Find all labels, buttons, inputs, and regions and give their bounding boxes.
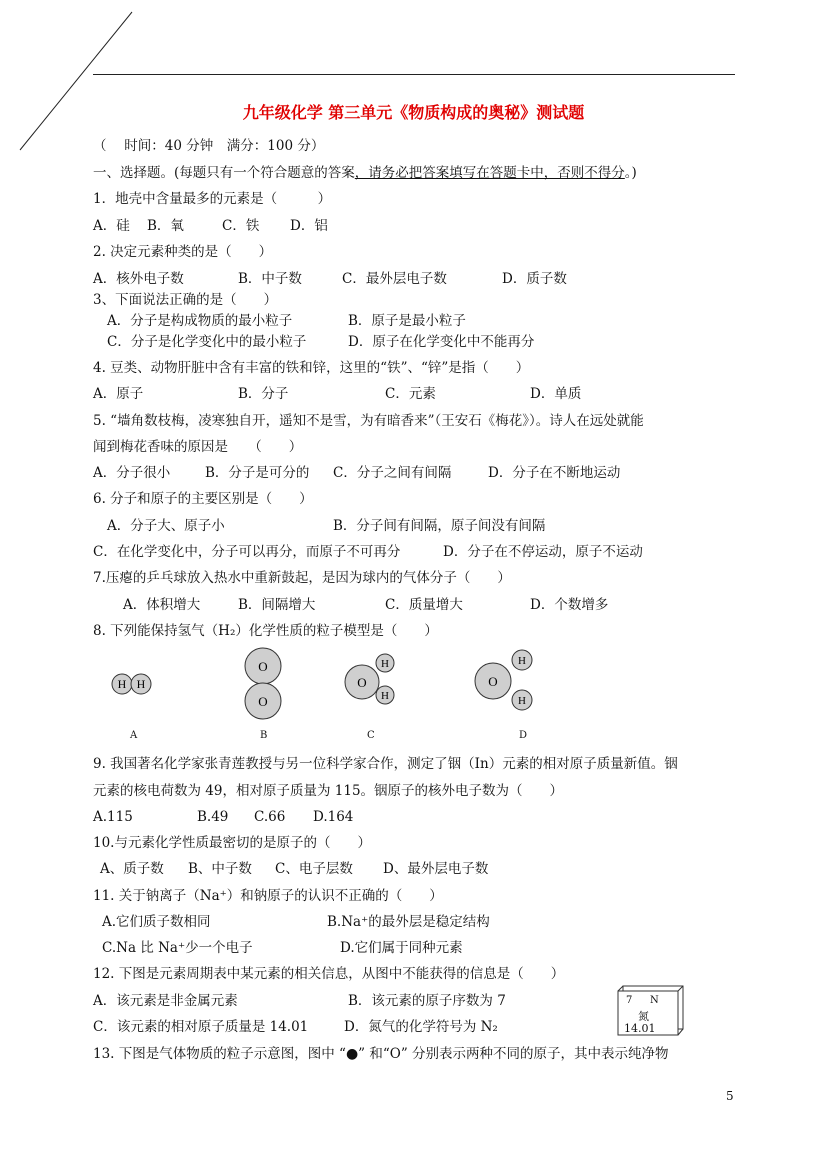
q11-option-a: A.它们质子数相同 xyxy=(102,914,211,930)
model-d-water-separated xyxy=(472,647,542,717)
q13-stem-prefix: 13. 下图是气体物质的粒子示意图，图中 “ xyxy=(93,1046,346,1062)
model-c-h2o xyxy=(343,652,403,712)
time-score: （ 时间：40 分钟 满分：100 分） xyxy=(93,138,325,154)
q5-option-a: A．分子很小 xyxy=(93,465,171,481)
section-heading-prefix: 一、选择题。(每题只有一个符合题意的答案 xyxy=(93,165,355,181)
q2-option-c: C．最外层电子数 xyxy=(342,271,447,287)
question-4-stem: 4. 豆类、动物肝脏中含有丰富的铁和锌，这里的“铁”、“锌”是指（ ） xyxy=(93,360,530,376)
question-5-stem-cont: 闻到梅花香味的原因是 （ ） xyxy=(93,439,303,455)
svg-text:H: H xyxy=(117,677,127,691)
q3-option-a: A．分子是构成物质的最小粒子 xyxy=(107,313,293,329)
page-number: 5 xyxy=(726,1089,734,1103)
section-heading-underlined: ，请务必把答案填写在答题卡中，否则不得分 xyxy=(354,165,625,181)
q12-option-c: C．该元素的相对原子质量是 14.01 xyxy=(93,1019,309,1035)
q12-option-d: D．氮气的化学符号为 N₂ xyxy=(344,1019,498,1035)
model-b-o2 xyxy=(238,645,288,725)
element-name: 氮 xyxy=(638,1010,649,1023)
q3-option-b: B．原子是最小粒子 xyxy=(348,313,466,329)
q9-option-b: B.49 xyxy=(197,809,229,825)
element-symbol: N xyxy=(650,995,659,1006)
q5-option-c: C．分子之间有间隔 xyxy=(333,465,452,481)
model-label-d: D xyxy=(519,730,528,741)
question-3-stem: 3、下面说法正确的是（ ） xyxy=(93,292,278,308)
question-2-stem: 2. 决定元素种类的是（ ） xyxy=(93,244,273,260)
q1-option-d: D．铝 xyxy=(290,218,328,234)
svg-text:H: H xyxy=(381,658,389,670)
q6-option-b: B．分子间有间隔，原子间没有间隔 xyxy=(333,518,546,534)
question-5-stem: 5. “墙角数枝梅，凌寒独自开，遥知不是雪，为有暗香来”（王安石《梅花》）。诗人在远处就能 xyxy=(93,413,644,429)
q2-option-d: D．质子数 xyxy=(502,271,567,287)
question-10-stem: 10.与元素化学性质最密切的是原子的（ ） xyxy=(93,835,371,851)
q6-option-d: D．分子在不停运动，原子不运动 xyxy=(443,544,643,560)
q1-option-b: B．氧 xyxy=(147,218,184,234)
q5-option-d: D．分子在不断地运动 xyxy=(488,465,621,481)
model-label-a: A xyxy=(130,730,138,741)
q2-option-b: B．中子数 xyxy=(238,271,302,287)
page-title: 九年级化学 第三单元《物质构成的奥秘》测试题 xyxy=(242,103,585,122)
svg-text:O: O xyxy=(488,674,498,689)
filled-circle-icon: ● xyxy=(345,1046,359,1062)
model-label-c: C xyxy=(367,730,375,741)
question-9-stem-cont: 元素的核电荷数为 49，相对原子质量为 115。铟原子的核外电子数为（ ） xyxy=(93,783,564,799)
q9-option-c: C.66 xyxy=(254,809,286,825)
q6-option-a: A．分子大、原子小 xyxy=(107,518,225,534)
model-label-b: B xyxy=(260,730,268,741)
q11-option-c: C.Na 比 Na⁺少一个电子 xyxy=(102,940,253,956)
q3-option-c: C．分子是化学变化中的最小粒子 xyxy=(107,334,307,350)
svg-text:O: O xyxy=(258,694,268,709)
q2-option-a: A．核外电子数 xyxy=(93,271,184,287)
question-11-stem: 11. 关于钠离子（Na⁺）和钠原子的认识不正确的（ ） xyxy=(93,888,443,904)
q7-option-d: D．个数增多 xyxy=(530,597,609,613)
q10-option-c: C、电子层数 xyxy=(275,861,353,877)
q11-option-b: B.Na⁺的最外层是稳定结构 xyxy=(327,914,490,930)
section-heading-suffix: 。) xyxy=(624,165,637,181)
q11-option-d: D.它们属于同种元素 xyxy=(340,940,463,956)
question-12-stem: 12. 下图是元素周期表中某元素的相关信息，从图中不能获得的信息是（ ） xyxy=(93,966,565,982)
q4-option-c: C．元素 xyxy=(385,386,436,402)
svg-text:O: O xyxy=(357,675,367,690)
q9-option-a: A.115 xyxy=(93,809,133,825)
element-mass: 14.01 xyxy=(624,1022,656,1035)
q1-option-a: A．硅 xyxy=(93,218,130,234)
header-rule xyxy=(93,74,735,75)
q4-option-d: D．单质 xyxy=(530,386,582,402)
question-6-stem: 6. 分子和原子的主要区别是（ ） xyxy=(93,491,313,507)
q1-option-c: C．铁 xyxy=(222,218,260,234)
question-1-stem: 1．地壳中含量最多的元素是（ ） xyxy=(93,191,332,207)
q10-option-d: D、最外层电子数 xyxy=(383,861,489,877)
q10-option-b: B、中子数 xyxy=(188,861,252,877)
svg-text:H: H xyxy=(518,655,526,667)
question-13-stem xyxy=(93,1046,669,1063)
svg-text:H: H xyxy=(136,677,146,691)
model-a-h2 xyxy=(108,664,168,704)
svg-text:O: O xyxy=(258,659,268,674)
q7-option-c: C．质量增大 xyxy=(385,597,463,613)
q4-option-b: B．分子 xyxy=(238,386,289,402)
q12-option-b: B．该元素的原子序数为 7 xyxy=(348,993,506,1009)
svg-text:H: H xyxy=(518,695,526,707)
q3-option-d: D．原子在化学变化中不能再分 xyxy=(348,334,535,350)
corner-diagonal-line xyxy=(0,0,140,160)
q9-option-d: D.164 xyxy=(313,809,354,825)
q12-option-a: A．该元素是非金属元素 xyxy=(93,993,238,1009)
q13-stem-suffix: ” 和“O” 分别表示两种不同的原子，其中表示纯净物 xyxy=(358,1046,669,1062)
q10-option-a: A、质子数 xyxy=(100,861,164,877)
q7-option-a: A．体积增大 xyxy=(123,597,201,613)
question-9-stem: 9. 我国著名化学家张青莲教授与另一位科学家合作，测定了铟（In）元素的相对原子质量新值。铟 xyxy=(93,756,678,772)
section-heading xyxy=(93,165,637,182)
svg-text:H: H xyxy=(381,690,389,702)
question-8-stem: 8. 下列能保持氢气（H₂）化学性质的粒子模型是（ ） xyxy=(93,623,438,639)
q5-option-b: B．分子是可分的 xyxy=(205,465,310,481)
q6-option-c: C．在化学变化中，分子可以再分，而原子不可再分 xyxy=(93,544,401,560)
question-7-stem: 7.压瘪的乒乓球放入热水中重新鼓起，是因为球内的气体分子（ ） xyxy=(93,570,511,586)
q7-option-b: B．间隔增大 xyxy=(238,597,316,613)
q4-option-a: A．原子 xyxy=(93,386,144,402)
element-number: 7 xyxy=(626,995,633,1006)
